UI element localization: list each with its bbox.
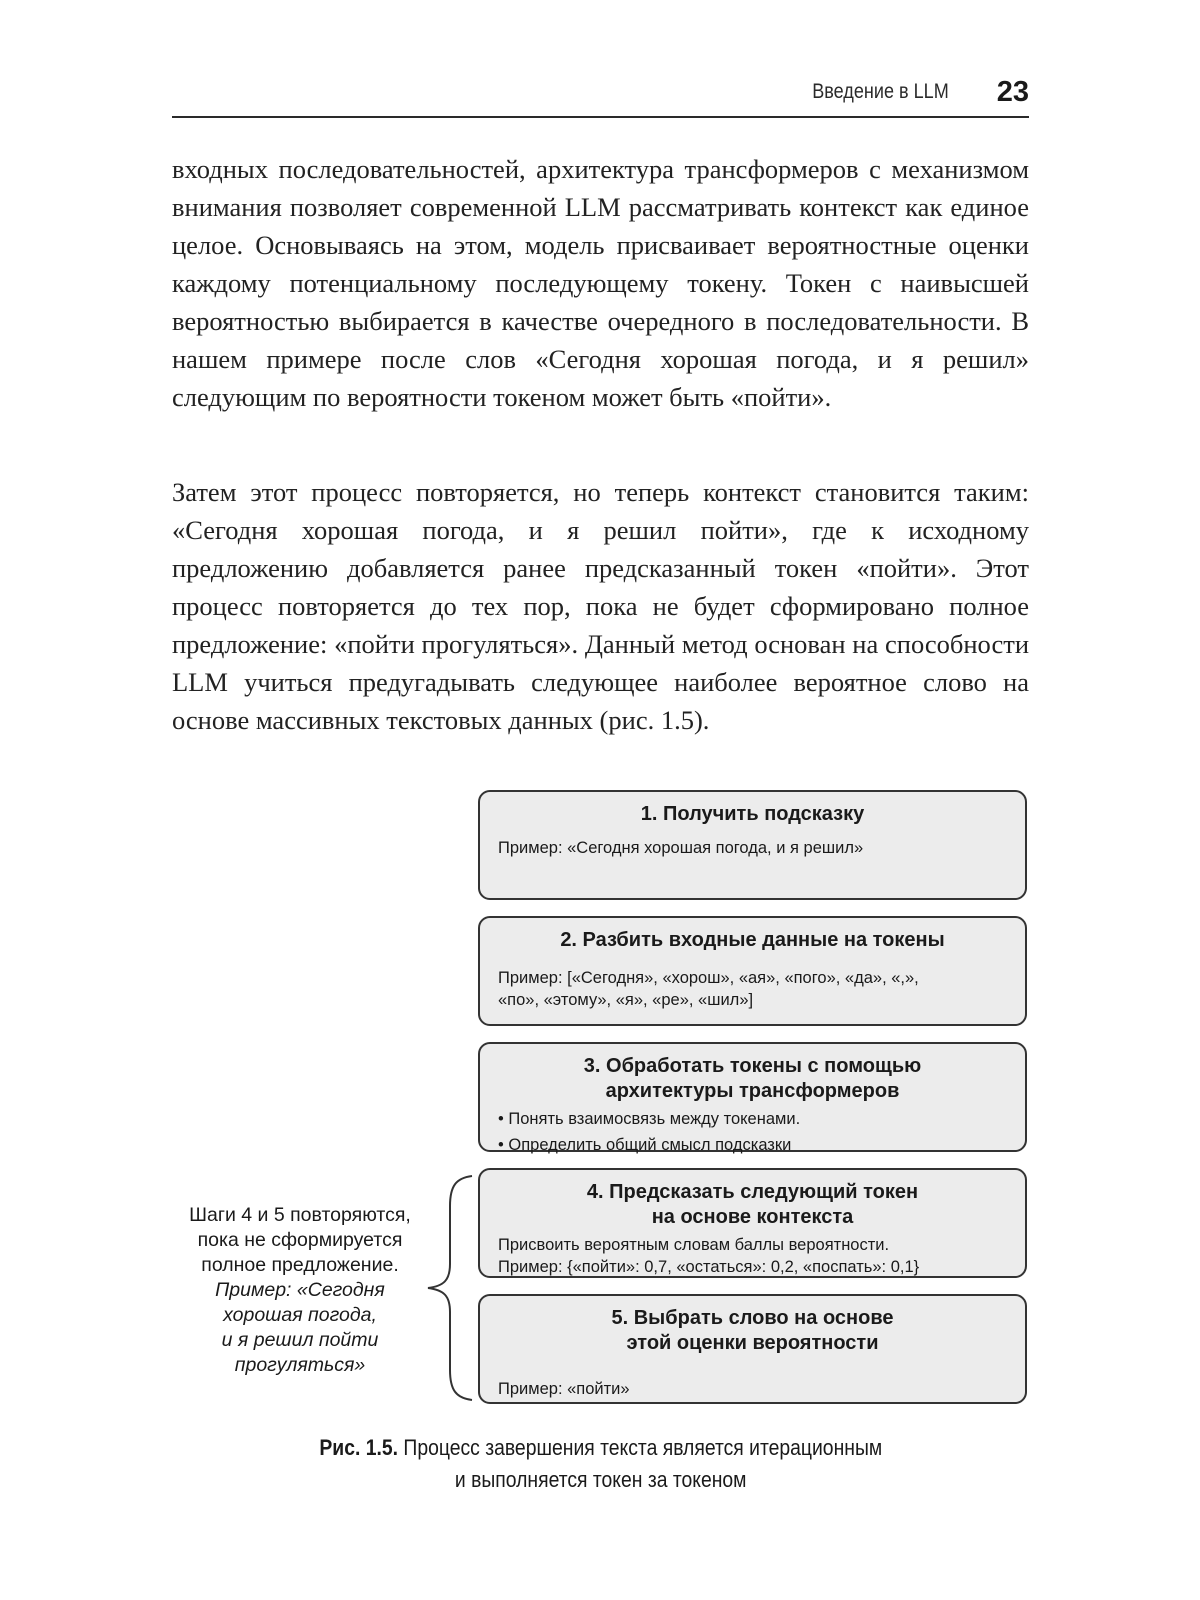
step-box-1 (478, 790, 1027, 900)
figure-caption-line-2: и выполняется токен за токеном (454, 1467, 747, 1492)
step-box-5 (478, 1294, 1027, 1404)
side-note (165, 1203, 435, 1378)
step-box-3 (478, 1042, 1027, 1152)
step-box-2 (478, 916, 1027, 1026)
page-header (172, 68, 1029, 118)
step-3-title-line-2: архитектуры трансформеров (605, 1080, 900, 1102)
step-3-title-line-1: 3. Обработать токены с помощью (583, 1055, 922, 1077)
figure-caption (172, 1432, 1029, 1496)
step-2-example-line-1: Пример: [«Сегодня», «хорош», «ая», «пого», «да», «,», (498, 969, 919, 987)
step-5-title-line-2: этой оценки вероятности (626, 1332, 879, 1354)
step-4-title-line-1: 4. Предсказать следующий токен (586, 1181, 919, 1203)
step-1-title: 1. Получить подсказку (640, 803, 865, 825)
step-5-example: Пример: «пойти» (498, 1380, 630, 1398)
side-note-example-line: прогуляться» (234, 1354, 366, 1376)
step-3-bullet-2: • Определить общий смысл подсказки (498, 1134, 1011, 1156)
body-paragraph-2: Затем этот процесс повторяется, но теперь контекст становится таким: «Сегодня хорошая погода, и я решил пойти», где к исходному предложению добавляется ранее предсказанный токен «пойти». Этот процесс повторяется до тех пор, пока не будет сформировано полное предложение: «пойти прогуляться». Данный метод основан на способности LLM учиться предугадывать следующее наиболее вероятное слово на основе массивных текстовых данных (рис. 1.5). (172, 477, 1029, 735)
figure-caption-line-1: Процесс завершения текста является итерационным (403, 1435, 882, 1460)
page-number: 23 (996, 75, 1029, 108)
figure-caption-label: Рис. 1.5. (319, 1435, 398, 1460)
step-2-title: 2. Разбить входные данные на токены (560, 929, 945, 951)
side-note-line: Шаги 4 и 5 повторяются, (189, 1204, 411, 1226)
running-title: Введение в LLM (812, 80, 949, 103)
side-note-line: полное предложение. (201, 1254, 399, 1276)
side-note-example-line: Пример: «Сегодня (215, 1279, 385, 1301)
step-1-example: Пример: «Сегодня хорошая погода, и я решил» (498, 839, 864, 857)
side-note-example-line: и я решил пойти (221, 1329, 379, 1351)
step-4-line-1: Присвоить вероятным словам баллы вероятности. (498, 1236, 890, 1254)
step-4-line-2: Пример: {«пойти»: 0,7, «остаться»: 0,2, «поспать»: 0,1} (498, 1258, 920, 1276)
step-box-4 (478, 1168, 1027, 1278)
step-3-bullet-1: • Понять взаимосвязь между токенами. (498, 1108, 1011, 1130)
body-paragraph-1: входных последовательностей, архитектура трансформеров с механизмом внимания позволяет современной LLM рассматривать контекст как единое целое. Основываясь на этом, модель присваивает вероятностные оценки каждому потенциальному последующему токену. Токен с наивысшей вероятностью выбирается в качестве очередного в последовательности. В нашем примере после слов «Сегодня хорошая погода, и я решил» следующим по вероятности токеном может быть «пойти». (172, 154, 1029, 412)
side-note-line: пока не сформируется (197, 1229, 403, 1251)
step-2-example-line-2: «по», «этому», «я», «ре», «шил»] (498, 991, 754, 1009)
step-4-title-line-2: на основе контекста (651, 1206, 854, 1228)
step-5-title-line-1: 5. Выбрать слово на основе (611, 1307, 894, 1329)
side-note-example-line: хорошая погода, (223, 1304, 377, 1326)
